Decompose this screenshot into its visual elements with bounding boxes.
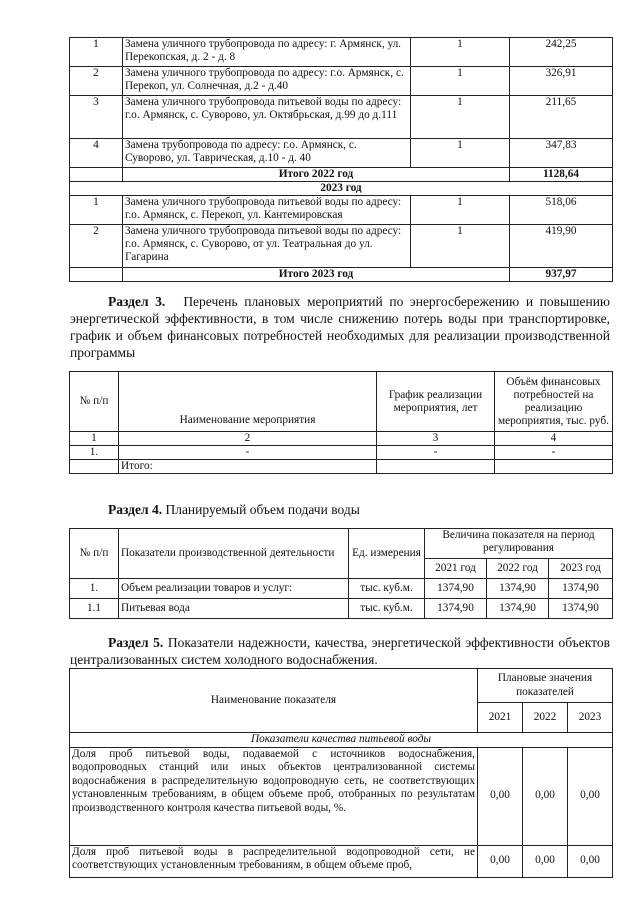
total-row: [70, 268, 613, 282]
measure-period: 1: [411, 67, 510, 96]
indicator-name: Объем реализации товаров и услуг:: [119, 579, 349, 599]
col-unit-header: Ед. измерения: [349, 529, 425, 579]
row-number: 1: [70, 38, 123, 67]
header-row: [70, 669, 613, 703]
measure-cost: 518,06: [510, 196, 613, 225]
indicator-unit: тыс. куб.м.: [349, 599, 425, 619]
section-4-heading: Раздел 4.: [108, 502, 163, 517]
measure-cost: 347,83: [510, 139, 613, 168]
col-index: 3: [377, 432, 495, 446]
table-row: [70, 225, 613, 268]
reliability-indicators-table: [69, 668, 613, 878]
indicator-value: 0,00: [523, 845, 568, 877]
table-row: [70, 67, 613, 96]
row-number: 1: [70, 196, 123, 225]
section-3-heading: Раздел 3.: [108, 294, 166, 309]
section-5-heading: Раздел 5.: [108, 635, 164, 650]
measure-period: 1: [411, 225, 510, 268]
measure-name: Замена уличного трубопровода питьевой воды по адресу: г.о. Армянск, с. Суворово, ул. Октябрьская, д.99 до д.111: [123, 96, 411, 139]
table-row: [70, 139, 613, 168]
measure-name: Замена уличного трубопровода по адресу: г. Армянск, ул. Перекопская, д. 2 - д. 8: [123, 38, 411, 67]
measure-cost: 326,91: [510, 67, 613, 96]
year-header: 2022 год: [487, 559, 549, 579]
col-name-header: Показатели производственной деятельности: [119, 529, 349, 579]
section-5-body: Показатели надежности, качества, энергетической эффективности объектов централизованных систем холодного водоснабжения.: [70, 635, 610, 667]
row-number: 1.: [70, 579, 119, 599]
measure-name: Замена уличного трубопровода питьевой воды по адресу: г.о. Армянск, с. Перекоп, ул. Кантемировская: [123, 196, 411, 225]
section-3-text: [70, 293, 610, 361]
col-cost-header: Объём финансовых потребностей на реализацию мероприятия, тыс. руб.: [495, 372, 613, 432]
row-number: 1.: [70, 446, 119, 460]
index-row: [70, 432, 613, 446]
col-number-header: № п/п: [70, 372, 119, 432]
section-4-body: Планируемый объем подачи воды: [165, 502, 360, 517]
measure-period: 1: [411, 139, 510, 168]
year-header: 2021: [478, 703, 523, 733]
indicator-value: 0,00: [523, 747, 568, 845]
col-period-header: Величина показателя на период регулирования: [425, 529, 613, 559]
header-row: [70, 372, 613, 432]
measure-cost: -: [495, 446, 613, 460]
year-header: 2023: [568, 703, 613, 733]
total-2023-value: 937,97: [510, 268, 613, 282]
section-4-text: [70, 501, 610, 518]
col-index: 4: [495, 432, 613, 446]
indicator-value: 0,00: [478, 747, 523, 845]
category-heading: Показатели качества питьевой воды: [70, 733, 613, 748]
col-number-header: № п/п: [70, 529, 119, 579]
row-number: 2: [70, 225, 123, 268]
table-row: [70, 38, 613, 67]
indicator-value: 0,00: [478, 845, 523, 877]
table-row: [70, 599, 613, 619]
total-2022-label: Итого 2022 год: [123, 168, 510, 182]
col-name-header: Наименование показателя: [70, 669, 478, 733]
total-2022-value: 1128,64: [510, 168, 613, 182]
year-2023-heading: 2023 год: [70, 182, 613, 196]
water-supply-table: [69, 528, 613, 619]
measure-period: 1: [411, 38, 510, 67]
total-label: Итого:: [119, 460, 377, 474]
row-number: 2: [70, 67, 123, 96]
table-row: [70, 579, 613, 599]
indicator-name: Питьевая вода: [119, 599, 349, 619]
indicator-name: Доля проб питьевой воды в распределительной водопроводной сети, не соответствующих установленным требованиям, в общем объеме проб,: [70, 845, 478, 877]
row-number: 3: [70, 96, 123, 139]
indicator-value: 1374,90: [487, 579, 549, 599]
table-row: [70, 446, 613, 460]
row-number: 1.1: [70, 599, 119, 619]
table-row: [70, 747, 613, 845]
indicator-name: Доля проб питьевой воды, подаваемой с источников водоснабжения, водопроводных станций или иных объектов централизованной системы водоснабжения в распределительную водопроводную сеть, не соответствующих установленным требованиям, в общем объеме проб, отобранных по результатам производственного контроля качества питьевой воды, %.: [70, 747, 478, 845]
category-row: [70, 733, 613, 748]
measure-name: -: [119, 446, 377, 460]
indicator-value: 1374,90: [425, 599, 487, 619]
total-2023-label: Итого 2023 год: [123, 268, 510, 282]
year-row: [70, 182, 613, 196]
table-row: [70, 196, 613, 225]
measure-name: Замена трубопровода по адресу: г.о. Армянск, с. Суворово, ул. Таврическая, д.10 - д. 40: [123, 139, 411, 168]
measure-schedule: -: [377, 446, 495, 460]
table-row: [70, 845, 613, 877]
indicator-unit: тыс. куб.м.: [349, 579, 425, 599]
col-schedule-header: График реализации мероприятия, лет: [377, 372, 495, 432]
indicator-value: 1374,90: [549, 579, 613, 599]
year-header: 2022: [523, 703, 568, 733]
measure-cost: 211,65: [510, 96, 613, 139]
measure-cost: 242,25: [510, 38, 613, 67]
indicator-value: 0,00: [568, 747, 613, 845]
indicator-value: 1374,90: [425, 579, 487, 599]
col-plan-header: Плановые значения показателей: [478, 669, 613, 703]
indicator-value: 0,00: [568, 845, 613, 877]
section-5-text: [70, 634, 610, 668]
total-row: [70, 460, 613, 474]
year-header: 2021 год: [425, 559, 487, 579]
indicator-value: 1374,90: [549, 599, 613, 619]
indicator-value: 1374,90: [487, 599, 549, 619]
measure-name: Замена уличного трубопровода питьевой воды по адресу: г.о. Армянск, с. Суворово, от ул. Театральная до ул. Гагарина: [123, 225, 411, 268]
header-row: [70, 529, 613, 559]
table-row: [70, 96, 613, 139]
col-index: 2: [119, 432, 377, 446]
measure-name: Замена уличного трубопровода по адресу: г.о. Армянск, с. Перекоп, ул. Солнечная, д.2 - д.40: [123, 67, 411, 96]
measure-period: 1: [411, 96, 510, 139]
investment-table: [69, 37, 613, 282]
col-name-header: Наименование мероприятия: [119, 372, 377, 432]
energy-measures-table: [69, 371, 613, 474]
total-row: [70, 168, 613, 182]
col-index: 1: [70, 432, 119, 446]
measure-cost: 419,90: [510, 225, 613, 268]
measure-period: 1: [411, 196, 510, 225]
section-3-body: Перечень плановых мероприятий по энергосбережению и повышению энергетической эффективности, в том числе снижению потерь воды при транспортировке, график и объем финансовых потребностей необходимых для реализации производственной программы: [70, 294, 610, 360]
year-header: 2023 год: [549, 559, 613, 579]
row-number: 4: [70, 139, 123, 168]
